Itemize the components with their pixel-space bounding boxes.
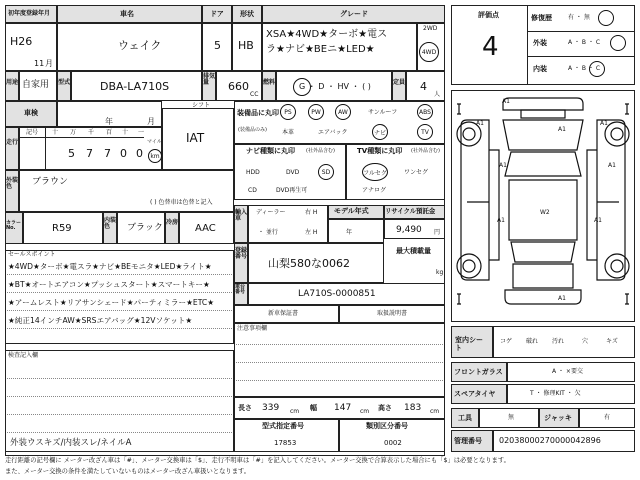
diagram-mark-7: A1 — [497, 217, 505, 224]
sheet-opt-2: 汚れ — [552, 338, 565, 345]
ext-color-label: 外装色 — [6, 177, 19, 190]
shape: HB — [238, 39, 254, 52]
fuel-options: G ・ D ・ HV ・ ( ) — [299, 82, 371, 91]
equipment-sub: (装備品のみ) — [238, 127, 267, 133]
grade-line2: ラ★ナビ★BEニ★LED★ — [266, 44, 375, 55]
import-label: 輸入車 — [235, 209, 248, 222]
repair-label: 修復歴 — [531, 14, 552, 22]
footer-line2: また、メーター交換の条件を満たしていないものはメーター改ざん車扱いとなります。 — [5, 468, 251, 475]
diagram-mark-5: A1 — [499, 162, 507, 169]
unit-km: km — [150, 152, 160, 160]
drive-2wd: 2WD — [423, 25, 438, 32]
sales-rule-4 — [7, 328, 232, 329]
navi-hdd: HDD — [246, 169, 260, 176]
tools-label: 工具 — [458, 414, 472, 422]
equip-tv — [417, 124, 433, 140]
chassis-label: 車台番号 — [235, 284, 246, 295]
car-name: ウェイク — [118, 39, 162, 52]
person-unit: 人 — [434, 91, 441, 98]
registration-label: 登録番号 — [235, 247, 248, 260]
doors: 5 — [214, 39, 221, 52]
int-color-label: 内装色 — [104, 217, 117, 230]
front-glass-label: フロントガラス — [454, 368, 503, 376]
color-change-note: ( ) 色替車は色替と記入 — [150, 199, 213, 206]
equip-airbag: エアバック — [318, 129, 348, 136]
model-year-cell — [328, 219, 384, 243]
equip-navi-label: ナビ — [373, 129, 386, 137]
equip-ps — [280, 104, 296, 120]
interior-b-circle — [589, 61, 605, 77]
diagram-mark-10: W2 — [540, 209, 550, 216]
shift-label: シフト — [192, 102, 211, 109]
mileage-digit-2: 7 — [104, 147, 111, 160]
navi-cd: CD — [248, 187, 257, 194]
inspection-month-unit: 月 — [147, 117, 155, 126]
sheet-opt-1: 破れ — [526, 338, 539, 345]
color-no: R59 — [52, 223, 72, 234]
recycle: 9,490 — [396, 225, 422, 235]
interior-grades: A ・ B ・ C — [568, 65, 601, 72]
class-label: 類別区分番号 — [366, 422, 408, 430]
usage-label: 用途 — [6, 79, 19, 86]
digit-h2: 千 — [88, 129, 95, 136]
navi-dvd: DVD — [286, 169, 300, 176]
repair-none-circle — [598, 10, 614, 26]
exterior-c-circle — [610, 35, 626, 51]
equip-tv-label: TV — [421, 128, 429, 136]
mileage-digit-1: 7 — [86, 147, 93, 160]
diagram-mark-6: A1 — [608, 162, 616, 169]
equip-sunroof: サンルーフ — [368, 109, 398, 116]
digit-h4: 十 — [122, 129, 129, 136]
import-left: 左 H — [305, 229, 318, 236]
model: DBA-LA710S — [100, 80, 170, 93]
type-designation: 17853 — [274, 439, 297, 447]
mileage-digit-3: 0 — [120, 147, 127, 160]
repair-options: 有 ・ 無 — [568, 14, 590, 21]
sales-point-1: ★4WD★ターボ★電スラ★ナビ★BEモニタ★LED★ライト★ — [8, 262, 212, 271]
sheet-opt-3: 穴 — [582, 338, 589, 345]
fuel-label: 燃料 — [263, 79, 276, 86]
first-reg-label: 初年度登録年月 — [8, 10, 51, 17]
navi-note: (社外品含む) — [306, 148, 335, 154]
navi-sd-label: SD — [321, 168, 331, 176]
sales-points-label: セールスポイント — [8, 251, 56, 258]
max-load-label: 最大積載量 — [396, 247, 431, 255]
chassis-number: LA710S-0000851 — [298, 289, 376, 299]
inspector-memo-box — [5, 350, 234, 452]
mileage-label: 走行 — [6, 139, 19, 146]
score-divider — [527, 5, 528, 85]
equip-pw-label: PW — [311, 108, 321, 116]
mileage-record-label: 記号 — [26, 129, 39, 136]
jack-label: ジャッキ — [544, 414, 572, 422]
fuel-header — [262, 71, 276, 101]
mgmt-label: 管理番号 — [454, 437, 482, 445]
tv-analog: アナログ — [362, 187, 387, 194]
grade-label: グレード — [340, 10, 368, 18]
first-reg-month-unit: 月 — [45, 59, 53, 68]
mileage-digit-4: 0 — [136, 147, 143, 160]
tv-fullseg — [362, 163, 388, 181]
memo-rule-4 — [7, 432, 232, 433]
rating-label: 評価点 — [478, 11, 499, 19]
length: 339 — [262, 403, 280, 413]
diagram-mark-1: A1 — [502, 98, 510, 105]
tv-note: (社外品含む) — [411, 148, 440, 154]
int-color: ブラック — [127, 223, 163, 233]
digit-h3: 百 — [106, 129, 113, 136]
inspection-label: 車検 — [24, 109, 38, 117]
inspector-memo: 外装ウスキズ/内装スレ/ネイルA — [10, 438, 132, 448]
class-value: 0002 — [384, 439, 402, 447]
shift: IAT — [186, 131, 205, 145]
drive-4wd: 4WD — [421, 48, 437, 56]
score-row-1 — [527, 31, 635, 32]
jack: 有 — [604, 414, 611, 421]
interior-label: 内装 — [533, 65, 547, 73]
sales-point-2: ★BT★オートエアコン★プッシュスタート★スマートキー★ — [8, 280, 210, 289]
first-reg-era: H26 — [10, 35, 33, 48]
ac: AAC — [195, 223, 216, 234]
sales-rule-3 — [7, 310, 232, 311]
new-warranty: 新車保証書 — [268, 310, 299, 317]
doors-label: ドア — [210, 10, 224, 18]
sales-rule-2 — [7, 292, 232, 293]
sales-point-4: ★純正14インチAW★SRSエアバッグ★12Vソケット★ — [8, 316, 193, 325]
diagram-mark-2: A1 — [558, 126, 566, 133]
width: 147 — [334, 403, 352, 413]
ac-header — [165, 212, 179, 244]
diagram-mark-4: A1 — [600, 120, 608, 127]
equip-abs — [417, 104, 433, 120]
ext-color: ブラウン — [32, 177, 69, 187]
digit-h1: 万 — [70, 129, 77, 136]
car-name-label: 車名 — [120, 10, 134, 18]
shape-label: 形状 — [240, 10, 254, 18]
capacity: 4 — [420, 80, 427, 93]
model-header — [57, 71, 71, 101]
front-glass: A ・ ×要交 — [552, 368, 583, 375]
sheet-opt-0: コゲ — [500, 338, 513, 345]
equip-ps-label: PS — [284, 108, 292, 116]
navi-sd — [318, 164, 334, 180]
spare-tire-label: スペアタイヤ — [454, 390, 496, 398]
import-dealer: ディーラー — [256, 209, 286, 216]
model-year-label: モデル年式 — [334, 207, 369, 215]
mileage-header — [5, 127, 19, 170]
grade-line1: XSA★4WD★ターボ★電ス — [266, 29, 388, 40]
equip-navi — [372, 124, 388, 140]
recycle-label: リサイクル預託金 — [385, 207, 436, 215]
notes-rule-2 — [236, 362, 443, 363]
sheet-label: 室内シート — [455, 336, 483, 353]
notes-rule-1 — [236, 344, 443, 345]
length-unit: cm — [290, 408, 300, 415]
usage-header — [5, 71, 19, 101]
mgmt-number: 02038000270000042896 — [499, 436, 601, 445]
equip-aw-label: AW — [338, 108, 348, 116]
exterior-label: 外装 — [533, 39, 547, 47]
navi-label: ナビ種類に丸印 — [246, 147, 295, 155]
width-unit: cm — [360, 408, 370, 415]
width-label: 幅 — [310, 404, 317, 412]
score-row-2 — [527, 56, 635, 57]
notes-label: 注意事項欄 — [237, 325, 268, 332]
spare-tire: T ・ 修理KIT ・ 欠 — [530, 390, 581, 397]
unit-mile: マイル — [147, 139, 162, 145]
first-reg-month: 11 — [34, 59, 45, 68]
footer-line1: 走行距離の記号欄に メーター改ざん車は「#」、メーター交換車は「$」、走行不明車は「#」を記入してください。メーター交換で合算表示した場合にも「$」は必要となります。 — [5, 457, 510, 464]
model-year-unit: 年 — [346, 229, 353, 236]
import-right: 右 H — [305, 209, 318, 216]
notes-box — [234, 323, 445, 397]
inspection-year-unit: 年 — [105, 117, 113, 126]
color-no-label: カラーNo. — [6, 220, 22, 231]
model-label: 型式 — [58, 79, 71, 86]
inspector-memo-label: 検査記入欄 — [8, 352, 39, 359]
registration-number: 山梨580な0062 — [268, 257, 350, 270]
capacity-header — [392, 71, 406, 101]
drive-4wd-circle — [419, 42, 439, 62]
mileage-record-divider — [45, 127, 46, 170]
manual: 取扱説明書 — [377, 310, 408, 317]
equip-aw — [335, 104, 351, 120]
memo-rule-2 — [7, 396, 232, 397]
capacity-label: 定員 — [393, 79, 406, 86]
rating: 4 — [482, 32, 499, 62]
tv-fullseg-label: フルセグ — [363, 169, 387, 177]
exterior-grades: A ・ B ・ C — [568, 39, 601, 46]
max-load-unit: kg — [436, 269, 444, 276]
equip-abs-label: ABS — [419, 108, 431, 116]
equip-pw — [308, 104, 324, 120]
tv-label: TV種類に丸印 — [357, 147, 403, 155]
import-parallel: ・ 並行 — [258, 229, 278, 236]
equip-leather: 本革 — [282, 129, 295, 136]
sales-point-3: ★アームレスト★リアサンシェード★パーティミラー★ETC★ — [8, 298, 215, 307]
mileage-digit-divider — [19, 137, 144, 138]
digit-h0: 十 — [52, 129, 59, 136]
tools: 無 — [508, 414, 515, 421]
sales-rule-1 — [7, 274, 232, 275]
height-label: 高さ — [378, 404, 392, 412]
navi-dvd-play: DVD再生可 — [276, 187, 308, 194]
diagram-mark-3: A1 — [476, 120, 484, 127]
displacement-label: 排気量 — [203, 73, 216, 86]
height-unit: cm — [430, 408, 440, 415]
memo-rule-3 — [7, 414, 232, 415]
type-designation-label: 型式指定番号 — [262, 422, 304, 430]
mileage-digit-0: 5 — [68, 147, 75, 160]
notes-rule-3 — [236, 380, 443, 381]
height: 183 — [404, 403, 422, 413]
digit-h5: 一 — [138, 129, 145, 136]
recycle-yen: 円 — [434, 229, 441, 236]
unit-km-circle — [148, 149, 162, 163]
diagram-mark-9: A1 — [558, 295, 566, 302]
ac-label: 冷房 — [166, 219, 179, 226]
tv-oneseg: ワンセグ — [404, 169, 429, 176]
length-label: 長さ — [238, 404, 252, 412]
diagram-mark-8: A1 — [594, 217, 602, 224]
usage: 自家用 — [22, 80, 50, 90]
displacement: 660 — [228, 80, 249, 93]
cc-unit: CC — [250, 91, 259, 98]
sheet-opt-4: キズ — [606, 338, 618, 345]
equipment-label: 装備品に丸印 — [237, 109, 279, 117]
memo-rule-1 — [7, 378, 232, 379]
